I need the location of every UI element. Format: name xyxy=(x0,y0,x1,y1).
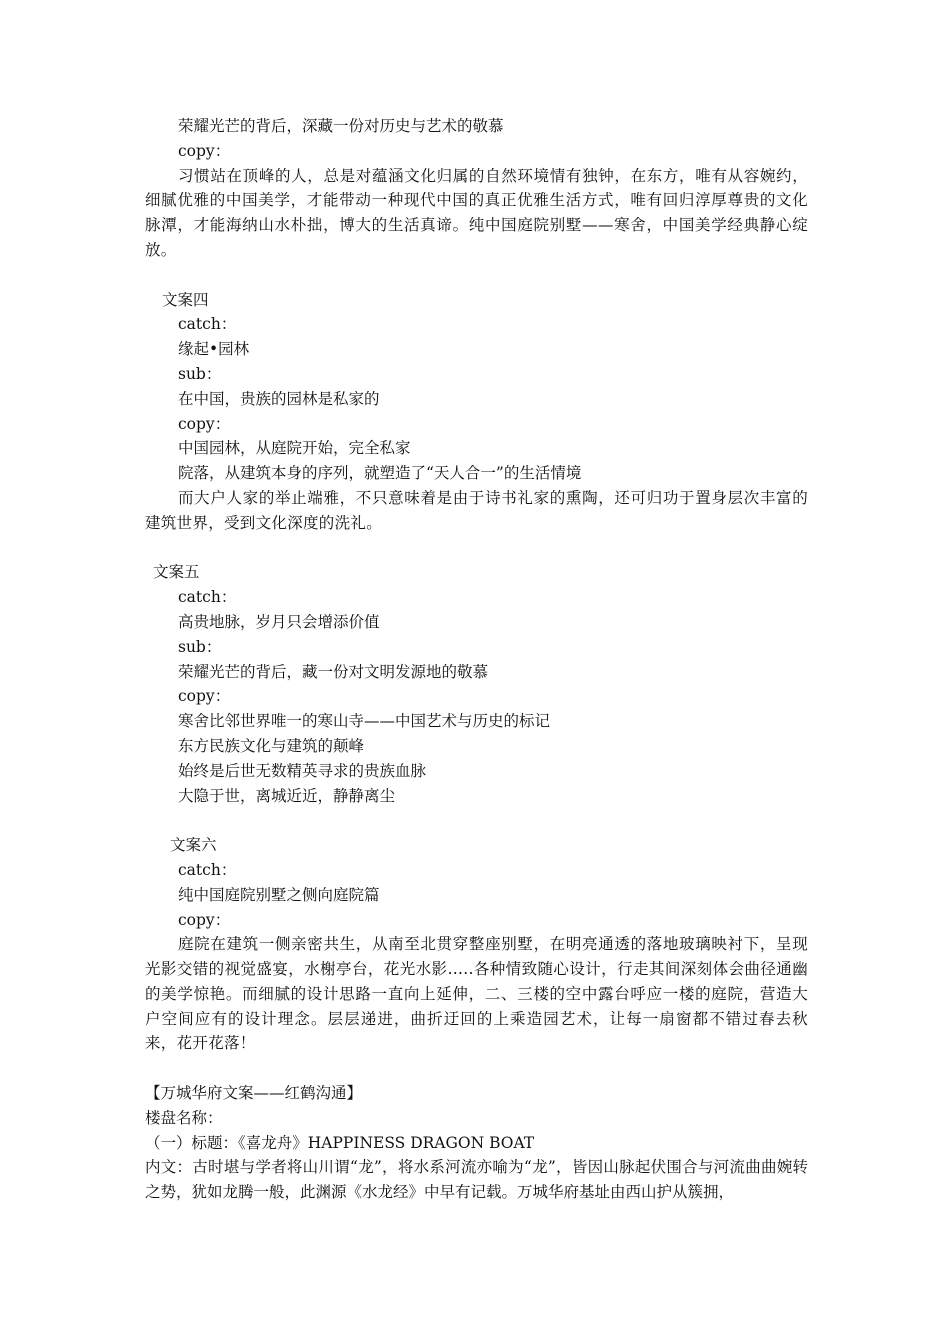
case4-catch-text: 缘起•园林 xyxy=(178,340,250,359)
wancheng-name-label: 楼盘名称： xyxy=(145,1108,223,1127)
case5-copy-line: 始终是后世无数精英寻求的贵族血脉 xyxy=(178,761,427,780)
copy-label: copy： xyxy=(178,141,231,160)
case5-heading: 文案五 xyxy=(153,563,200,582)
document-page xyxy=(145,114,808,1205)
case5-sub-text: 荣耀光芒的背后，藏一份对文明发源地的敬慕 xyxy=(178,662,489,681)
case5-copy-line: 东方民族文化与建筑的颠峰 xyxy=(178,736,365,755)
spacer xyxy=(145,1056,808,1081)
wancheng-section1-title: （一）标题：《喜龙舟》HAPPINESS DRAGON BOAT xyxy=(145,1133,535,1152)
spacer xyxy=(145,536,808,561)
case5-copy-line: 寒舍比邻世界唯一的寒山寺——中国艺术与历史的标记 xyxy=(178,712,551,731)
spacer xyxy=(145,263,808,288)
case6-catch-text: 纯中国庭院别墅之侧向庭院篇 xyxy=(178,885,380,904)
case4-heading: 文案四 xyxy=(162,290,209,309)
case4-copy-line: 中国园林，从庭院开始，完全私家 xyxy=(178,439,411,458)
case5-copy-line: 大隐于世，离城近近，静静离尘 xyxy=(178,786,396,805)
case4-copy-paragraph: 而大户人家的举止端雅，不只意味着是由于诗书礼家的熏陶，还可归功于置身层次丰富的建筑世界，受到文化深度的洗礼。 xyxy=(145,488,808,532)
case6-heading: 文案六 xyxy=(170,836,217,855)
wancheng-title: 【万城华府文案——红鹤沟通】 xyxy=(145,1084,363,1103)
case4-sub-text: 在中国，贵族的园林是私家的 xyxy=(178,389,380,408)
case4-copy-line: 院落，从建筑本身的序列，就塑造了“天人合一”的生活情境 xyxy=(178,464,582,483)
case5-sub-label: sub： xyxy=(178,637,222,656)
case5-catch-text: 高贵地脉，岁月只会增添价值 xyxy=(178,612,380,631)
case6-catch-label: catch： xyxy=(178,860,237,879)
case5-catch-label: catch： xyxy=(178,588,237,607)
case4-copy-label: copy： xyxy=(178,414,231,433)
case5-copy-label: copy： xyxy=(178,687,231,706)
wancheng-section1-body: 内文：古时堪与学者将山川谓“龙”，将水系河流亦喻为“龙”，皆因山脉起伏围合与河流曲曲婉转之势，犹如龙腾一般，此渊源《水龙经》中早有记载。万城华府基址由西山护从簇拥， xyxy=(145,1158,808,1202)
spacer xyxy=(145,808,808,833)
case4-catch-label: catch： xyxy=(178,315,237,334)
copy-paragraph: 习惯站在顶峰的人，总是对蕴涵文化归属的自然环境情有独钟，在东方，唯有从容婉约，细腻优雅的中国美学，才能带动一种现代中国的真正优雅生活方式，唯有回归淳厚尊贵的文化脉潭，才能海纳山水朴拙，博大的生活真谛。纯中国庭院别墅——寒舍，中国美学经典静心绽放。 xyxy=(145,166,808,259)
case4-sub-label: sub： xyxy=(178,364,222,383)
case6-copy-label: copy： xyxy=(178,910,231,929)
case6-copy-paragraph: 庭院在建筑一侧亲密共生，从南至北贯穿整座别墅，在明亮通透的落地玻璃映衬下，呈现光影交错的视觉盛宴，水榭亭台，花光水影…..各种情致随心设计，行走其间深刻体会曲径通幽的美学惊艳。而细腻的设计思路一直向上延伸，二、三楼的空中露台呼应一楼的庭院，营造大户空间应有的设计理念。层层递进，曲折迂回的上乘造园艺术，让每一扇窗都不错过春去秋来，花开花落！ xyxy=(145,935,808,1053)
sub-text: 荣耀光芒的背后，深藏一份对历史与艺术的敬慕 xyxy=(178,117,504,135)
